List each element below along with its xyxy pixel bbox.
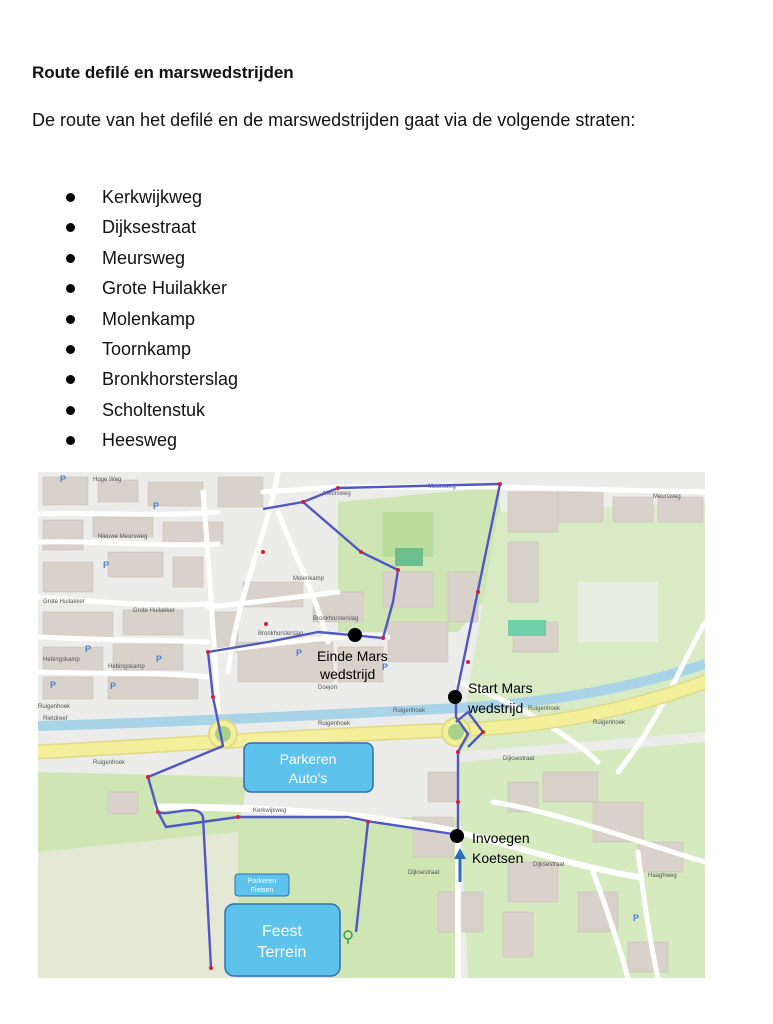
route-map[interactable] bbox=[38, 472, 705, 978]
bullet-icon bbox=[66, 345, 75, 354]
parking-bikes-label: Fietsen bbox=[250, 887, 274, 894]
road-label: Hoge Weg bbox=[93, 477, 122, 483]
parking-cars-callout bbox=[244, 743, 373, 792]
road-label: Meursweg bbox=[323, 491, 351, 497]
parking-icon: P bbox=[103, 560, 110, 570]
street-name: Toornkamp bbox=[102, 338, 192, 359]
parking-icon: P bbox=[110, 681, 117, 691]
bullet-icon bbox=[66, 375, 75, 384]
parking-icon: P bbox=[60, 474, 67, 484]
parking-icon: P bbox=[153, 501, 160, 511]
bullet-icon bbox=[66, 284, 75, 293]
end-march-label: Einde Mars bbox=[317, 648, 388, 664]
road-label: Ruigenhoek bbox=[528, 706, 561, 712]
road-label: Hebingskamp bbox=[108, 664, 145, 670]
map-canvas bbox=[38, 472, 705, 978]
start-march-label: Start Mars bbox=[468, 680, 533, 696]
bullet-icon bbox=[66, 315, 75, 324]
merge-coaches-dot bbox=[450, 829, 464, 843]
page-heading: Route defilé en marswedstrijden bbox=[32, 63, 294, 82]
street-name: Scholtenstuk bbox=[102, 399, 206, 420]
road-label: Meursweg bbox=[653, 494, 681, 500]
street-name: Heesweg bbox=[102, 430, 178, 451]
party-grounds-label: Feest bbox=[261, 923, 303, 940]
parking-icon: P bbox=[50, 680, 57, 690]
party-grounds-label: Terrein bbox=[257, 944, 307, 961]
road-label: Hebingskamp bbox=[43, 657, 80, 663]
road-label: Dijksestraat bbox=[503, 756, 535, 762]
street-name: Kerkwijkweg bbox=[102, 187, 203, 207]
road-label: Nieuwe Meursweg bbox=[98, 534, 148, 540]
bullet-icon bbox=[66, 406, 75, 415]
party-grounds-callout bbox=[225, 904, 340, 976]
field-dark bbox=[395, 548, 423, 566]
bullet-icon bbox=[66, 193, 75, 202]
street-list bbox=[0, 182, 238, 456]
road-label: Haaghweg bbox=[648, 873, 677, 879]
parking-icon: P bbox=[156, 654, 163, 664]
parking-cars-label: Parkeren bbox=[279, 751, 337, 767]
road-label: Ruigenhoek bbox=[38, 704, 71, 710]
street-name: Dijksestraat bbox=[102, 217, 197, 238]
road-label: Rietdreef bbox=[43, 716, 68, 722]
end-march-label: wedstrijd bbox=[320, 666, 376, 682]
road-label: Bronkhorsterslag bbox=[258, 631, 304, 637]
bullet-icon bbox=[66, 223, 75, 232]
parking-bikes-callout bbox=[235, 874, 289, 896]
list-item bbox=[0, 212, 238, 242]
road-label: Grote Huilakker bbox=[43, 599, 85, 605]
start-march-dot bbox=[448, 690, 462, 704]
street-name: Molenkamp bbox=[102, 308, 196, 329]
parking-icon: P bbox=[382, 662, 389, 672]
parking-cars-label: Auto's bbox=[288, 770, 328, 786]
street-name: Bronkhorsterslag bbox=[102, 369, 239, 390]
road-label: Molenkamp bbox=[293, 576, 325, 582]
list-item bbox=[0, 182, 238, 212]
road-label: Bronkhorsterslag bbox=[313, 616, 359, 622]
start-march-label: wedstrijd bbox=[468, 700, 524, 716]
list-item bbox=[0, 273, 238, 303]
end-march-dot bbox=[348, 628, 362, 642]
road-label: Kerkwijkweg bbox=[253, 808, 287, 814]
road-label: Ruigenhoek bbox=[318, 721, 351, 727]
list-item bbox=[0, 395, 238, 425]
parking-bikes-label: Parkeren bbox=[247, 878, 277, 885]
list-item bbox=[0, 425, 238, 455]
field-east bbox=[578, 582, 658, 642]
list-item bbox=[0, 334, 238, 364]
parking-icon: P bbox=[633, 913, 640, 923]
street-name: Meursweg bbox=[102, 247, 186, 268]
road-label: Dijksestraat bbox=[533, 862, 565, 868]
road-label: Ruigenhoek bbox=[593, 720, 626, 726]
merge-coaches-label: Koetsen bbox=[472, 850, 524, 866]
list-item bbox=[0, 243, 238, 273]
parking-icon: P bbox=[85, 644, 92, 654]
road-label: Dijksestraat bbox=[408, 870, 440, 876]
merge-coaches-label: Invoegen bbox=[472, 830, 530, 846]
bullet-icon bbox=[66, 436, 75, 445]
road-label: Grote Huilakker bbox=[133, 608, 175, 614]
list-item bbox=[0, 304, 238, 334]
road-label: Ruigenhoek bbox=[393, 708, 426, 714]
list-item bbox=[0, 364, 238, 394]
parking-icon: P bbox=[296, 648, 303, 658]
road-label: Doejon bbox=[318, 685, 338, 691]
pond bbox=[508, 620, 546, 636]
street-name: Grote Huilakker bbox=[102, 278, 228, 299]
bullet-icon bbox=[66, 254, 75, 263]
road-label: Ruigenhoek bbox=[93, 760, 126, 766]
road-label: Meursweg bbox=[428, 484, 456, 490]
intro-text: De route van het defilé en de marswedstrijden gaat via de volgende straten: bbox=[32, 110, 636, 130]
